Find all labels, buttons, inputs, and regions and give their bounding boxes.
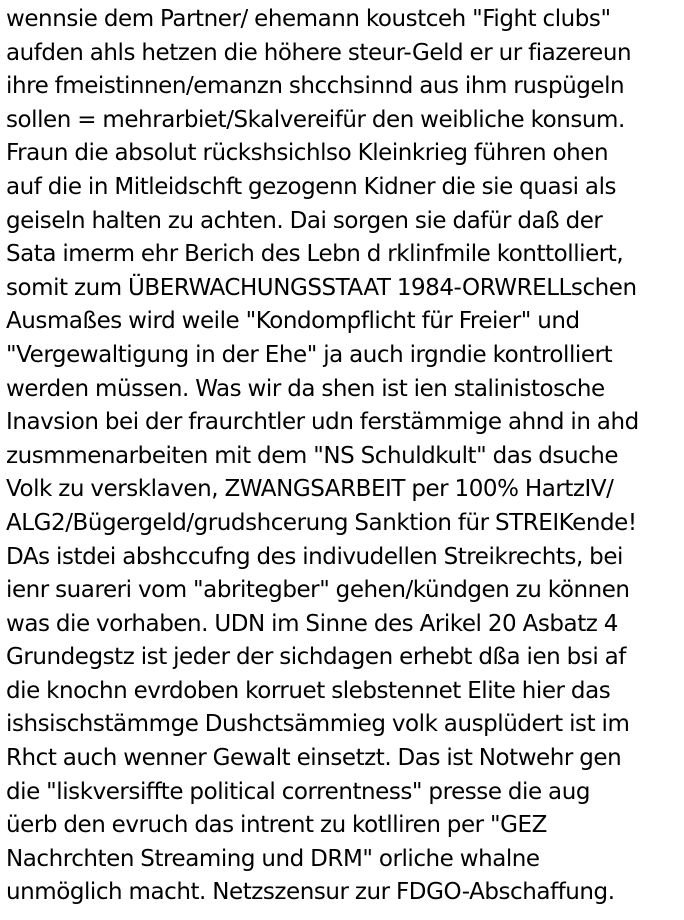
text-line: DAs istdei abshccufng des indivudellen Streikrechts, bei xyxy=(6,543,623,570)
text-line: Grundegstz ist jeder der sichdagen erhebt dßa ien bsi af xyxy=(6,644,626,671)
text-line: geiseln halten zu achten. Dai sorgen sie dafür daß der xyxy=(6,207,603,234)
text-line: Fraun die absolut rückshsichlso Kleinkrieg führen ohen xyxy=(6,140,609,167)
text-line: die knochn evrdoben korruet slebstennet Elite hier das xyxy=(6,677,611,704)
text-line: zusmmenarbeiten mit dem "NS Schuldkult" das dsuche xyxy=(6,442,619,469)
text-block xyxy=(6,3,682,910)
text-line: ienr suareri vom "abritegber" gehen/kündgen zu können xyxy=(6,577,630,604)
text-line: was die vorhaben. UDN im Sinne des Arikel 20 Asbatz 4 xyxy=(6,610,618,637)
text-line: ihre fmeistinnen/emanzn shcchsinnd aus ihm ruspügeln xyxy=(6,73,625,100)
text-line: üerb den evruch das intrent zu kotlliren per "GEZ xyxy=(6,812,547,839)
text-line: ALG2/Bügergeld/grudshcerung Sanktion für STREIKende! xyxy=(6,509,637,536)
text-line: auf die in Mitleidschft gezogenn Kidner die sie quasi als xyxy=(6,173,617,200)
text-line: Volk zu versklaven, ZWANGSARBEIT per 100% HartzIV/ xyxy=(6,476,614,503)
text-line: Inavsion bei der fraurchtler udn ferstämmige ahnd in ahd xyxy=(6,409,639,436)
text-line: somit zum ÜBERWACHUNGSSTAAT 1984-ORWRELLschen xyxy=(6,274,637,301)
text-line: aufden ahls hetzen die höhere steur-Geld er ur fiazereun xyxy=(6,39,632,66)
text-line: "Vergewaltigung in der Ehe" ja auch irgndie kontrolliert xyxy=(6,341,613,368)
text-line: wennsie dem Partner/ ehemann koustceh "Fight clubs" xyxy=(6,6,611,32)
text-line: werden müssen. Was wir da shen ist ien stalinistosche xyxy=(6,375,605,402)
text-line: sollen = mehrarbiet/Skalvereifür den weibliche konsum. xyxy=(6,106,625,133)
text-line: Sata imerm ehr Berich des Lebn d rklinfmile konttolliert, xyxy=(6,241,624,268)
text-line: unmöglich macht. Netzszensur zur FDGO-Abschaffung. xyxy=(6,879,615,906)
text-line: die "liskversiffte political correntness" presse die aug xyxy=(6,778,590,805)
text-line: Nachrchten Streaming und DRM" orliche whalne xyxy=(6,845,540,872)
text-line: ishsischstämmge Dushctsämmieg volk ausplüdert ist im xyxy=(6,711,630,738)
text-line: Rhct auch wenner Gewalt einsetzt. Das ist Notwehr gen xyxy=(6,745,622,772)
text-line: Ausmaßes wird weile "Kondompflicht für Freier" und xyxy=(6,308,580,335)
